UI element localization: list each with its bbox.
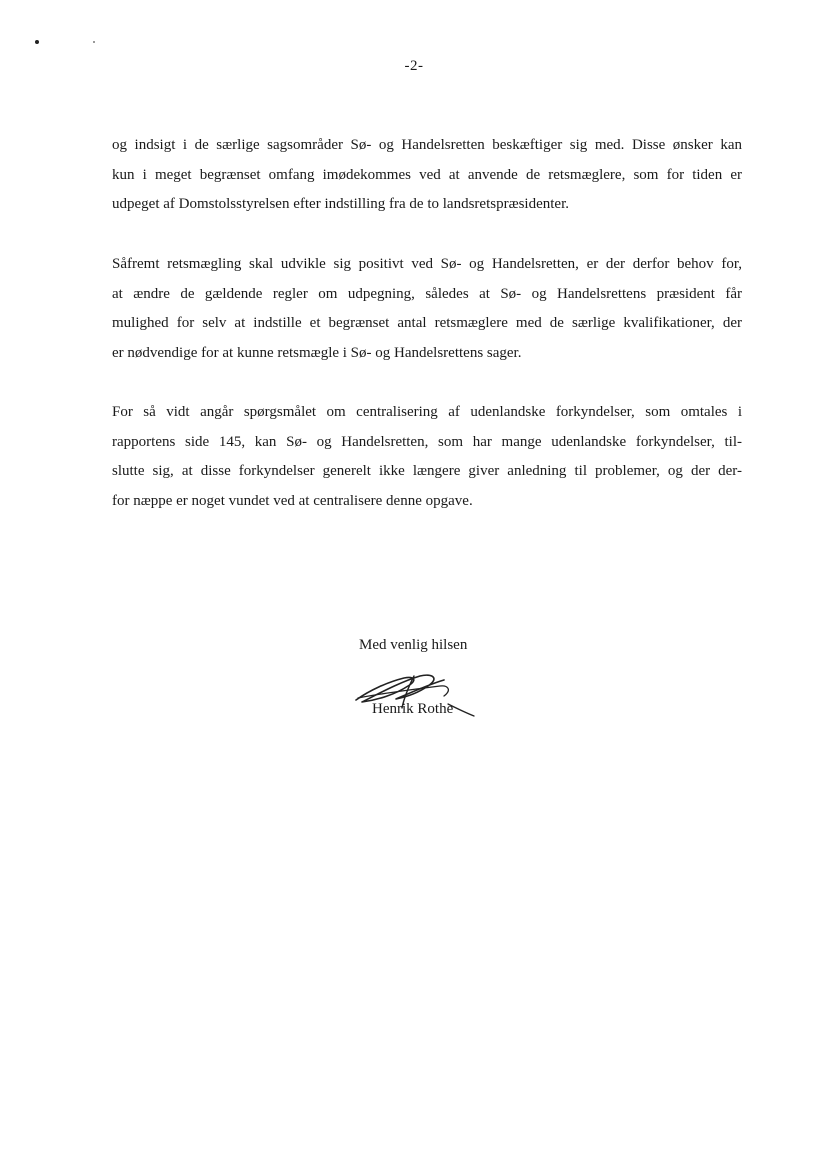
text-line: kun i meget begrænset omfang imødekommes ved at anvende de retsmæglere, som for tiden er xyxy=(112,166,742,183)
text-line: at ændre de gældende regler om udpegning, således at Sø- og Handelsrettens præsident får xyxy=(112,285,742,302)
paragraph-3 xyxy=(112,398,742,516)
text-line: og indsigt i de særlige sagsområder Sø- og Handelsretten beskæftiger sig med. Disse ønsker kan xyxy=(112,137,742,153)
signer-name: Henrik Rothe xyxy=(372,701,454,717)
text-line: mulighed for selv at indstille et begrænset antal retsmæglere med de særlige kvalifikationer, der xyxy=(112,315,742,331)
text-line: er nødvendige for at kunne retsmægle i Sø- og Handelsrettens sager. xyxy=(112,344,522,361)
text-line: udpeget af Domstolsstyrelsen efter indstilling fra de to landsretspræsidenter. xyxy=(112,196,569,212)
page-number: -2- xyxy=(404,58,424,74)
scan-speck xyxy=(93,41,95,43)
text-line: for næppe er noget vundet ved at centralisere denne opgave. xyxy=(112,492,473,509)
scan-speck xyxy=(35,40,39,44)
paragraph-2 xyxy=(112,250,742,368)
text-line: slutte sig, at disse forkyndelser generelt ikke længere giver anledning til problemer, og der der- xyxy=(112,463,742,479)
text-line: Såfremt retsmægling skal udvikle sig positivt ved Sø- og Handelsretten, er der derfor behov for, xyxy=(112,256,742,272)
text-line: rapportens side 145, kan Sø- og Handelsretten, som har mange udenlandske forkyndelser, til- xyxy=(112,433,742,450)
text-line: For så vidt angår spørgsmålet om centralisering af udenlandske forkyndelser, som omtales i xyxy=(112,404,742,420)
paragraph-1 xyxy=(112,131,742,220)
closing-salutation: Med venlig hilsen xyxy=(359,637,468,653)
